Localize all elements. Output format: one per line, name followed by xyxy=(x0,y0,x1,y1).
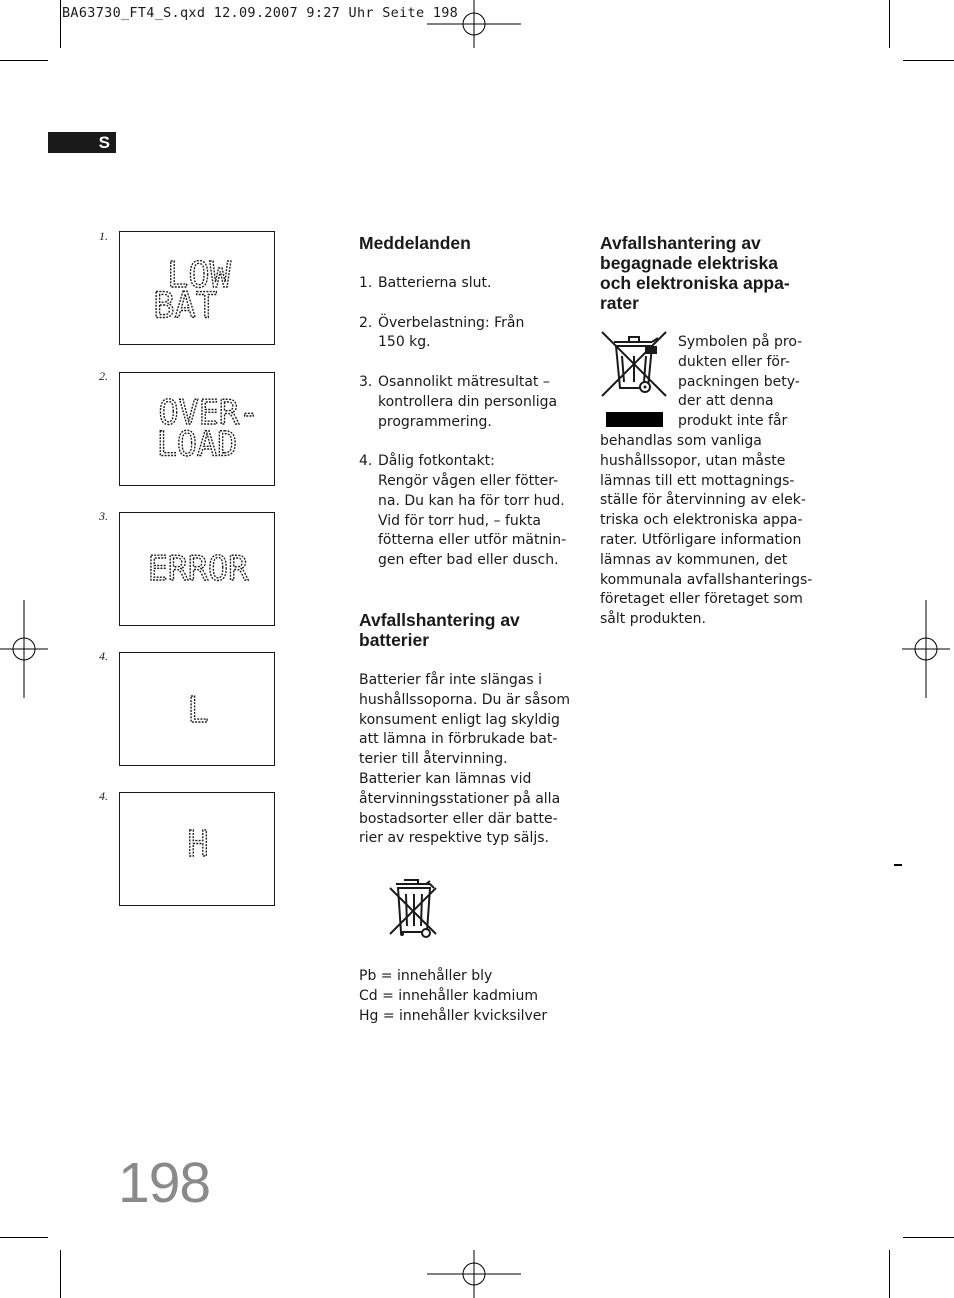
body-line: företaget eller företaget som xyxy=(600,591,803,608)
batterier-section xyxy=(359,610,584,849)
item-line: Vid för torr hud, – fukta xyxy=(378,512,541,529)
language-tab xyxy=(48,132,116,153)
figure-number: 2. xyxy=(99,369,108,383)
body-line: dukten eller för- xyxy=(678,353,790,370)
elektronik-wrap-text xyxy=(678,333,818,432)
body-line: hushållssoporna. Du är såsom xyxy=(359,691,570,708)
item-line: 150 kg. xyxy=(378,334,431,351)
figure-number: 4. xyxy=(99,789,108,803)
body-line: konsument enligt lag skyldig xyxy=(359,711,560,728)
lcd-text: LOAD xyxy=(156,424,238,464)
item-line: Rengör vågen eller fötter- xyxy=(378,472,559,489)
lcd-display-low-bat xyxy=(119,231,275,345)
body-line: Batterier kan lämnas vid xyxy=(359,770,532,787)
registration-mark-bottom xyxy=(424,1250,524,1298)
body-line: att lämna in förbrukade bat- xyxy=(359,731,558,748)
elektronik-body xyxy=(600,432,830,630)
page-number: 198 xyxy=(118,1151,211,1215)
item-line: gen efter bad eller dusch. xyxy=(378,552,559,569)
crossed-bin-icon xyxy=(386,874,442,942)
body-line: ställe för återvinning av elek- xyxy=(600,492,806,509)
message-item xyxy=(359,274,584,294)
lcd-text: L xyxy=(187,689,209,731)
body-line: rater. Utförligare information xyxy=(600,531,802,548)
weee-crossed-bin-icon xyxy=(600,330,670,430)
body-line: rier av respektive typ säljs. xyxy=(359,830,549,847)
elektronik-section xyxy=(600,233,815,313)
heading-line: Avfallshantering av xyxy=(359,610,520,630)
legend-line: Pb = innehåller bly xyxy=(359,968,493,984)
item-line: Dålig fotkontakt: xyxy=(378,453,495,470)
figure-number: 4. xyxy=(99,649,108,663)
item-line: Överbelastning: Från xyxy=(378,314,525,331)
item-number: 1. xyxy=(359,275,373,291)
figure-number: 3. xyxy=(99,509,108,523)
item-line: Osannolikt mätresultat – xyxy=(378,373,550,390)
legend-line: Cd = innehåller kadmium xyxy=(359,987,538,1004)
elektronik-heading xyxy=(600,233,815,313)
body-line: triska och elektroniska appa- xyxy=(600,512,803,529)
lcd-text: BAT xyxy=(153,285,218,327)
heavy-metal-legend xyxy=(359,967,584,1026)
body-line: bostadsorter eller där batte- xyxy=(359,810,558,827)
lcd-text: LOW xyxy=(167,255,231,297)
item-number: 4. xyxy=(359,453,373,470)
meddelanden-heading: Meddelanden xyxy=(359,233,471,253)
meddelanden-section xyxy=(359,233,584,591)
heading-line: och elektroniska appa- xyxy=(600,273,790,293)
body-line: der att denna xyxy=(678,393,774,410)
message-list xyxy=(359,274,584,571)
item-number: 2. xyxy=(359,314,373,331)
body-line: terier till återvinning. xyxy=(359,751,508,768)
body-line: återvinningsstationer på alla xyxy=(359,790,561,807)
legend-line: Hg = innehåller kvicksilver xyxy=(359,1007,548,1024)
item-line: kontrollera din personliga xyxy=(378,393,558,410)
body-line: produkt inte får xyxy=(678,413,788,430)
message-item xyxy=(359,373,584,432)
registration-mark-right xyxy=(902,600,950,698)
lcd-display-overload xyxy=(119,372,275,486)
body-line: packningen bety- xyxy=(678,373,800,390)
body-line: behandlas som vanliga xyxy=(600,433,762,449)
batterier-body xyxy=(359,671,584,849)
item-line: fötterna eller utför mätnin- xyxy=(378,532,567,549)
body-line: lämnas av kommunen, det xyxy=(600,551,788,568)
body-line: sålt produkten. xyxy=(600,611,706,628)
registration-mark-top xyxy=(424,0,524,48)
lcd-text: OVER- xyxy=(158,393,260,433)
item-line: na. Du kan ha för torr hud. xyxy=(378,492,565,509)
lcd-display-l xyxy=(119,652,275,766)
lcd-display-h xyxy=(119,792,275,906)
lcd-text: ERROR xyxy=(147,548,249,588)
item-line: programmering. xyxy=(378,413,492,430)
batterier-heading xyxy=(359,610,584,650)
lcd-display-error xyxy=(119,512,275,626)
heading-line: Avfallshantering av xyxy=(600,233,761,253)
body-line: lämnas till ett mottagnings- xyxy=(600,472,795,489)
item-number: 3. xyxy=(359,373,373,390)
figure-number: 1. xyxy=(99,229,108,243)
heading-line: rater xyxy=(600,293,639,313)
body-line: hushållssopor, utan måste xyxy=(600,452,786,469)
heading-line: begagnade elektriska xyxy=(600,253,778,273)
file-slug-header: BA63730_FT4_S.qxd 12.09.2007 9:27 Uhr Seite 198 xyxy=(62,5,459,21)
body-line: Batterier får inte slängas i xyxy=(359,672,543,688)
message-item xyxy=(359,452,584,571)
body-line: kommunala avfallshanterings- xyxy=(600,571,813,588)
heading-line: batterier xyxy=(359,630,430,650)
lcd-text: H xyxy=(187,823,209,865)
message-item xyxy=(359,314,584,354)
language-tab-label: S xyxy=(98,133,110,152)
body-line: Symbolen på pro- xyxy=(678,334,803,350)
registration-mark-left xyxy=(0,600,48,698)
item-line: Batterierna slut. xyxy=(378,275,492,291)
